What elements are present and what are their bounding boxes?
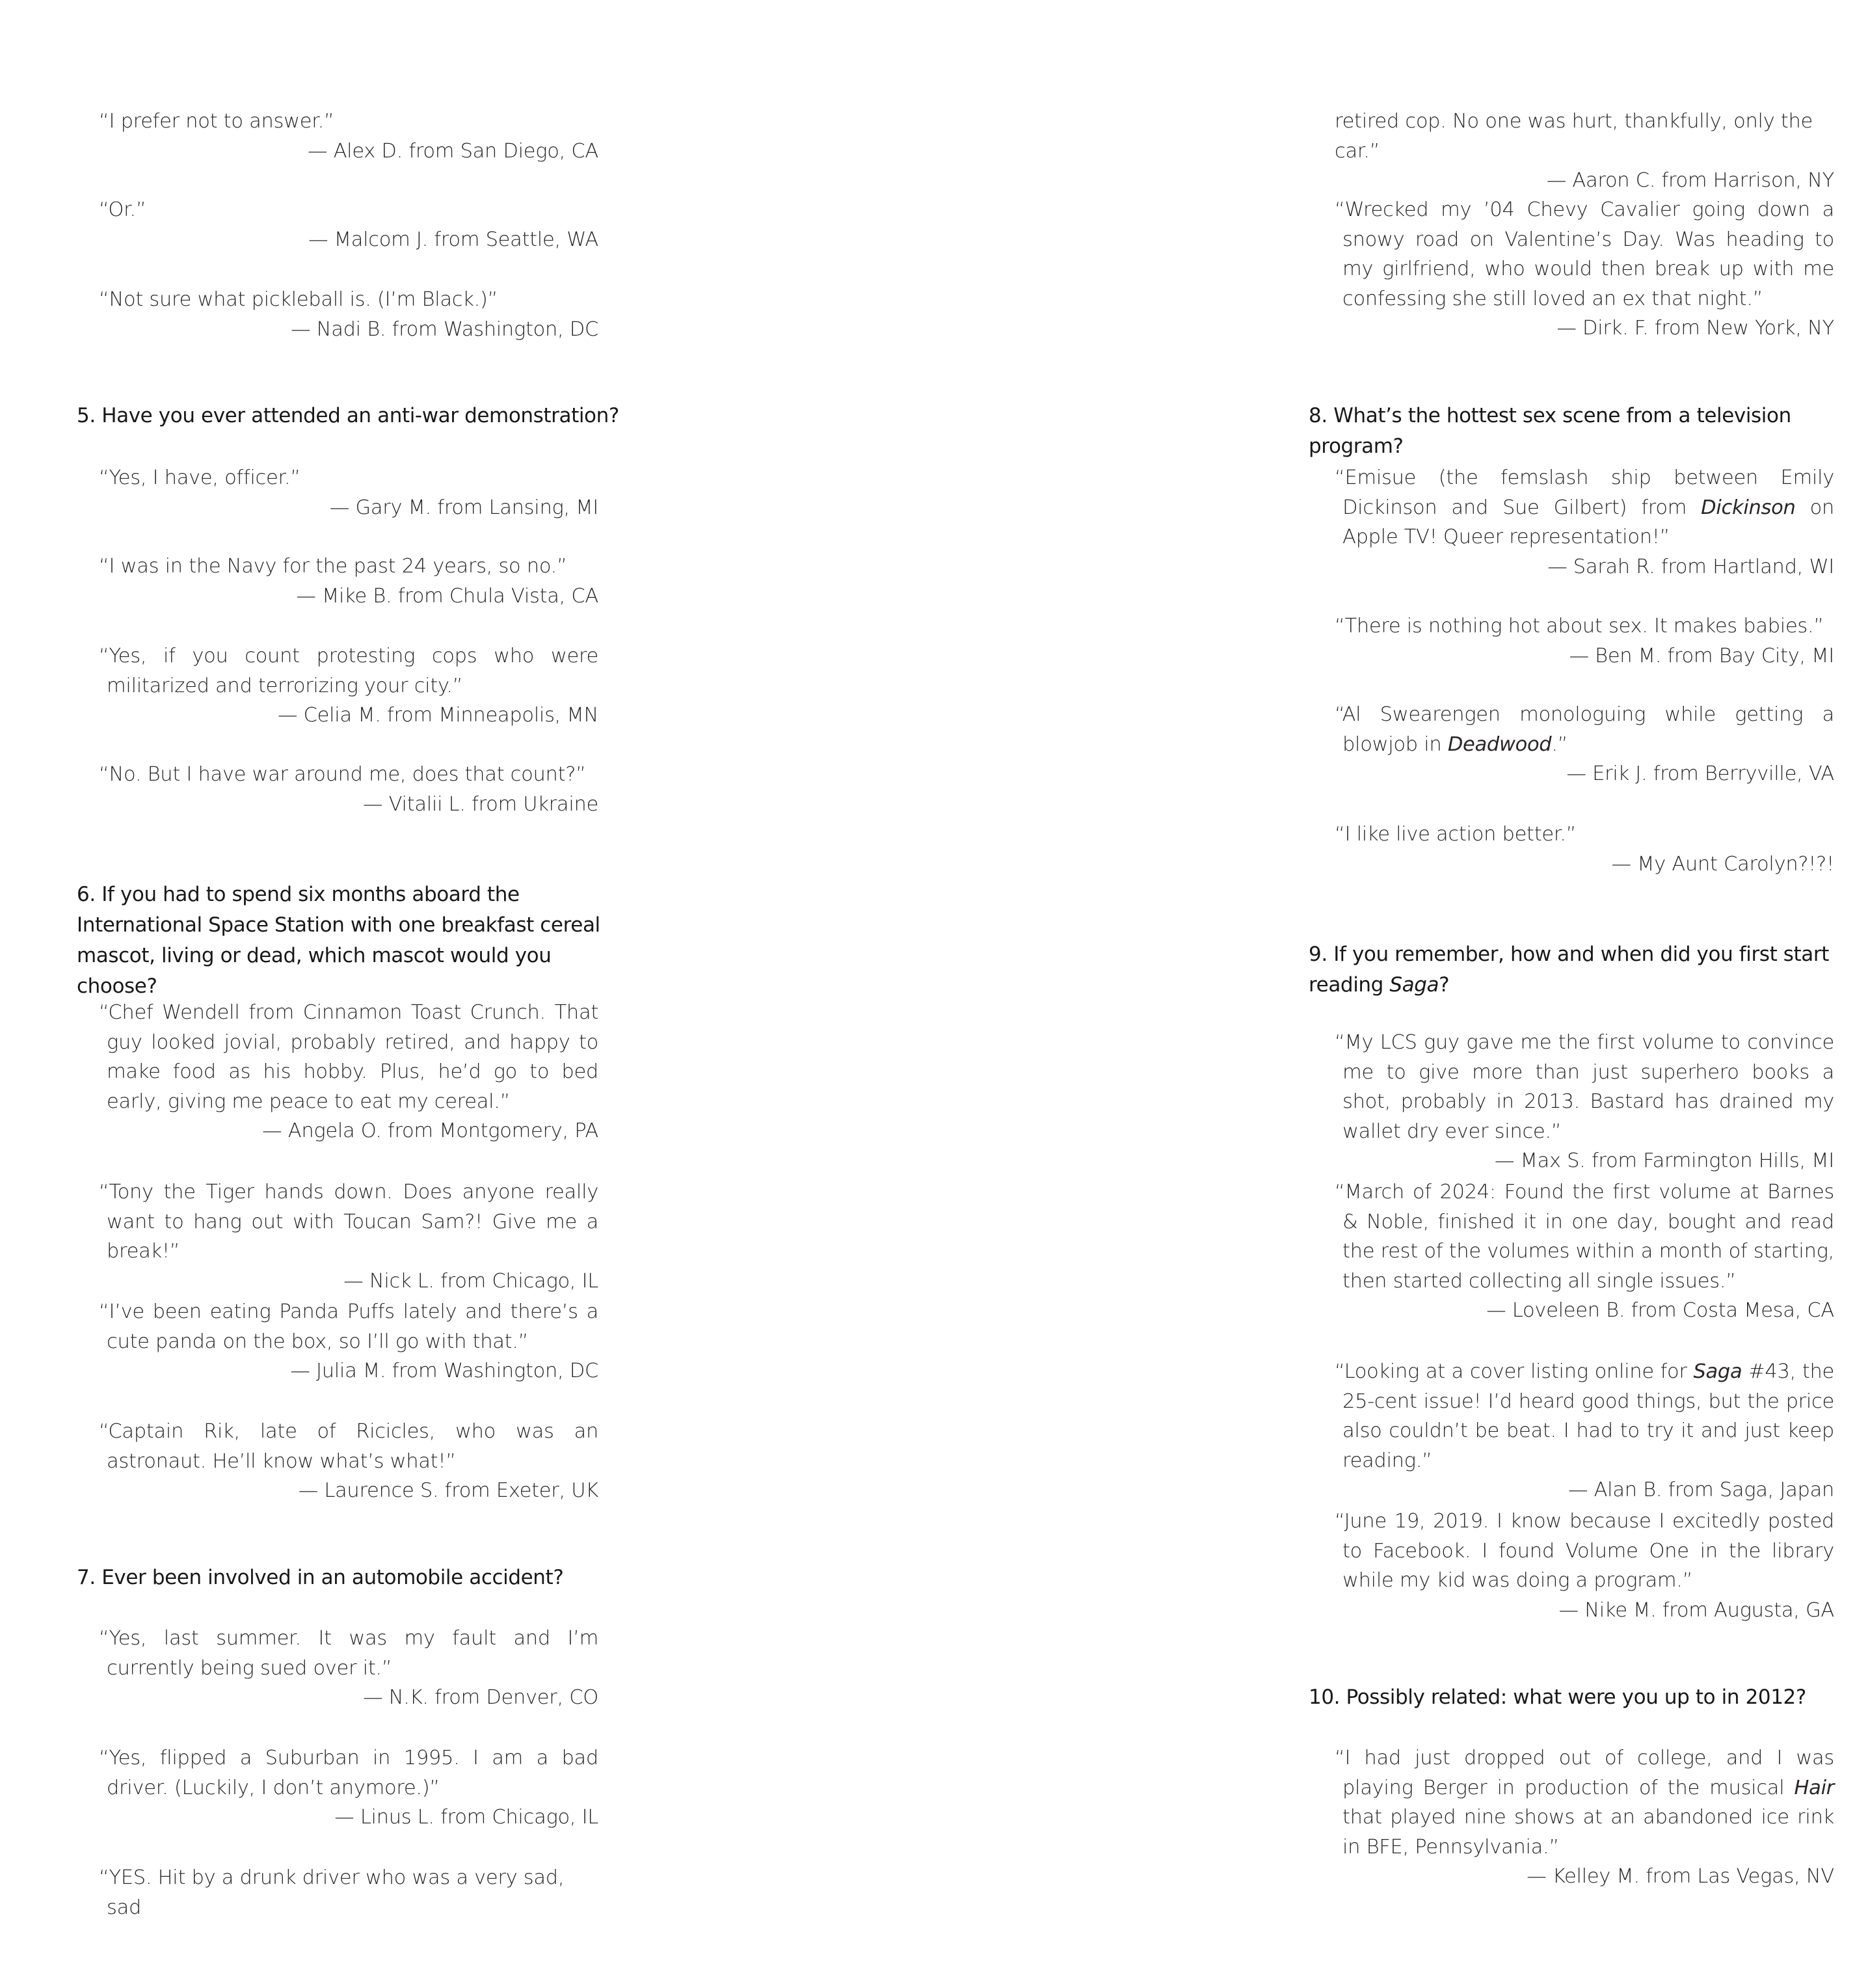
- answer-text: “March of 2024: Found the first volume at Barnes & Noble, finished it in one day, bought and read the rest of the volumes within a month of starting, then started collecting all single issues.”: [1335, 1181, 1834, 1293]
- show-title: Deadwood: [1447, 732, 1552, 756]
- answer-entry: [1335, 611, 1834, 671]
- attribution: — Aaron C. from Harrison, NY: [1546, 169, 1834, 192]
- answer-text: “No. But I have war around me, does that count?”: [99, 763, 586, 786]
- question-10-heading: 10. Possibly related: what were you up to in 2012?: [1309, 1686, 1806, 1709]
- answer-entry: [1335, 1028, 1834, 1176]
- attribution: — Nadi B. from Washington, DC: [291, 317, 598, 341]
- answer-text: “Looking at a cover listing online for Saga #43, the 25-cent issue! I’d heard good things, but the price also couldn’t be beat. I had to try it and just keep reading.”: [1335, 1360, 1835, 1472]
- answer-text: “I was in the Navy for the past 24 years, so no.”: [99, 555, 567, 578]
- answer-entry: [99, 1417, 598, 1506]
- answer-entry: [99, 552, 598, 611]
- answer-entry: [1335, 1743, 1834, 1892]
- comic-title: Saga: [1693, 1360, 1742, 1383]
- answer-text: “Yes, flipped a Suburban in 1995. I am a bad driver. (Luckily, I don’t anymore.)”: [99, 1747, 598, 1799]
- answer-entry: [99, 1863, 598, 1922]
- attribution: — Loveleen B. from Costa Mesa, CA: [1486, 1299, 1834, 1322]
- question-5-heading: 5. Have you ever attended an anti-war demonstration?: [77, 404, 619, 427]
- attribution: — Vitalii L. from Ukraine: [363, 792, 598, 816]
- attribution: — Mike B. from Chula Vista, CA: [296, 584, 598, 608]
- attribution: — Erik J. from Berryville, VA: [1566, 762, 1834, 785]
- answer-entry: [1335, 107, 1834, 196]
- answer-entry: [1335, 1177, 1834, 1326]
- musical-title: Hair: [1794, 1776, 1834, 1799]
- answer-text: “Tony the Tiger hands down. Does anyone really want to hang out with Toucan Sam?! Give me a break!”: [99, 1181, 598, 1263]
- attribution: — Malcom J. from Seattle, WA: [308, 228, 598, 251]
- attribution: — Nick L. from Chicago, IL: [343, 1269, 598, 1293]
- attribution: — Ben M. from Bay City, MI: [1569, 644, 1834, 667]
- answer-text: “Or.”: [99, 198, 146, 221]
- answer-text: “My LCS guy gave me the first volume to convince me to give more than just superhero books a shot, probably in 2013. Bastard has drained my wallet dry ever since.”: [1335, 1031, 1834, 1143]
- answer-text: “I had just dropped out of college, and I was playing Berger in production of the musical Hair that played nine shows at an abandoned ice rink in BFE, Pennsylvania.”: [1335, 1747, 1834, 1859]
- answer-text: “I’ve been eating Panda Puffs lately and there’s a cute panda on the box, so I’ll go with that.”: [99, 1300, 598, 1353]
- comic-title: Saga: [1389, 973, 1439, 997]
- answer-entry: [99, 760, 598, 819]
- answer-entry: [1335, 1507, 1834, 1625]
- attribution: — Laurence S. from Exeter, UK: [298, 1479, 598, 1502]
- question-7-heading: 7. Ever been involved in an automobile accident?: [77, 1566, 564, 1589]
- answer-entry: [1335, 195, 1834, 343]
- answer-text: “There is nothing hot about sex. It makes babies.”: [1335, 615, 1824, 638]
- answer-text: “I like live action better.”: [1335, 823, 1577, 846]
- answer-entry: [1335, 700, 1834, 789]
- answer-text: “Yes, last summer. It was my fault and I’m currently being sued over it.”: [99, 1627, 598, 1680]
- answer-entry: [99, 285, 598, 344]
- answer-text: “Captain Rik, late of Ricicles, who was an astronaut. He’ll know what’s what!”: [99, 1420, 598, 1473]
- attribution: — Alex D. from San Diego, CA: [308, 139, 598, 163]
- attribution: — Sarah R. from Hartland, WI: [1547, 555, 1834, 578]
- answer-entry: [99, 641, 598, 731]
- answer-text: “Yes, I have, officer.”: [99, 466, 300, 489]
- answer-text: “YES. Hit by a drunk driver who was a very sad, sad: [99, 1866, 565, 1919]
- attribution: — Kelley M. from Las Vegas, NV: [1527, 1865, 1834, 1888]
- attribution: — Julia M. from Washington, DC: [290, 1360, 598, 1382]
- answer-text: “Emisue (the femslash ship between Emily Dickinson and Sue Gilbert) from Dickinson on Apple TV! Queer representation!”: [1335, 466, 1834, 548]
- attribution: — Max S. from Farmington Hills, MI: [1494, 1149, 1834, 1172]
- answer-entry: [99, 1624, 598, 1713]
- attribution: — N.K. from Denver, CO: [363, 1686, 598, 1709]
- answer-text: “June 19, 2019. I know because I excitedly posted to Facebook. I found Volume One in the library while my kid was doing a program.”: [1335, 1510, 1834, 1592]
- answer-text: “Chef Wendell from Cinnamon Toast Crunch. That guy looked jovial, probably retired, and happy to make food as his hobby. Plus, he’d go to bed early, giving me peace to eat my cereal.”: [99, 1001, 598, 1113]
- answer-entry: [99, 998, 598, 1146]
- answer-entry: [1335, 820, 1834, 879]
- answer-entry: [99, 1177, 598, 1296]
- answer-text: “Wrecked my ’04 Chevy Cavalier going down a snowy road on Valentine’s Day. Was heading to my girlfriend, who would then break up with me confessing she still loved an ex that night.”: [1335, 198, 1834, 310]
- answer-entry: [99, 195, 598, 254]
- answer-text: “Al Swearengen monologuing while getting a blowjob in Deadwood.”: [1335, 703, 1834, 756]
- question-9-heading: 9. If you remember, how and when did you first start reading Saga?: [1309, 943, 1830, 997]
- answer-entry: [99, 107, 598, 166]
- attribution: — Angela O. from Montgomery, PA: [262, 1120, 598, 1142]
- answer-text: “I prefer not to answer.”: [99, 110, 334, 133]
- question-8-heading: 8. What’s the hottest sex scene from a television program?: [1309, 404, 1791, 458]
- answer-entry: [1335, 463, 1834, 582]
- answer-entry: [99, 1297, 598, 1386]
- attribution: — Nike M. from Augusta, GA: [1558, 1598, 1834, 1622]
- attribution: — Gary M. from Lansing, MI: [329, 496, 598, 519]
- attribution: — Celia M. from Minneapolis, MN: [278, 704, 598, 727]
- attribution: — Linus L. from Chicago, IL: [334, 1806, 598, 1829]
- show-title: Dickinson: [1701, 496, 1796, 519]
- answer-entry: [99, 1743, 598, 1833]
- answer-entry: [99, 463, 598, 522]
- attribution: — Dirk. F. from New York, NY: [1556, 317, 1834, 340]
- answer-text: retired cop. No one was hurt, thankfully, only the car.”: [1335, 110, 1813, 163]
- answer-entry: [1335, 1357, 1834, 1505]
- answer-text: “Not sure what pickleball is. (I’m Black.)”: [99, 288, 498, 311]
- question-6-heading: 6. If you had to spend six months aboard the International Space Station with one breakfast cereal mascot, living or dead, which mascot would you choose?: [77, 883, 600, 998]
- attribution: — My Aunt Carolyn?!?!: [1611, 852, 1834, 876]
- attribution: — Alan B. from Saga, Japan: [1568, 1479, 1834, 1501]
- answer-text: “Yes, if you count protesting cops who were militarized and terrorizing your city.”: [99, 645, 598, 697]
